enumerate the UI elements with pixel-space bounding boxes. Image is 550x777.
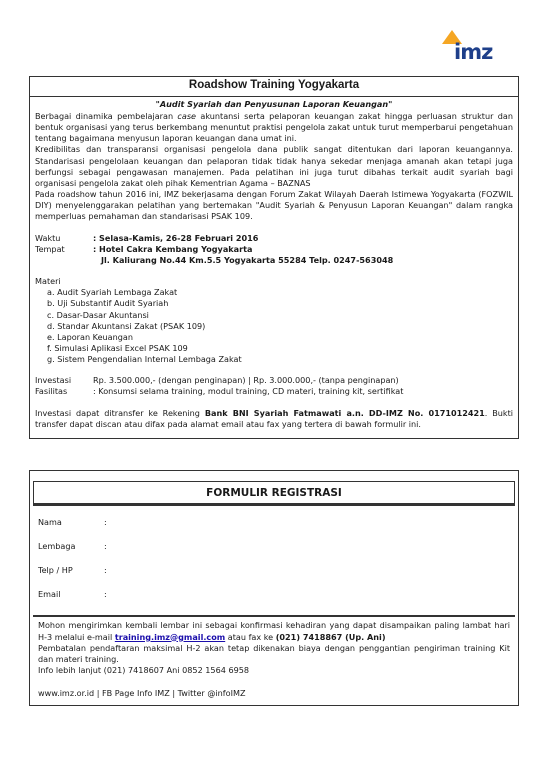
materi-item: g. Sistem Pengendalian Internal Lembaga Zakat: [47, 354, 242, 365]
fasilitas-row: [35, 386, 513, 397]
footer-links: www.imz.or.id | FB Page Info IMZ | Twitter @infoIMZ: [38, 688, 246, 699]
training-email-link[interactable]: training.imz@gmail.com: [114, 631, 226, 642]
imz-logo: [442, 30, 512, 64]
registration-form: [29, 470, 519, 706]
fasilitas-value: : Konsumsi selama training, modul training, CD materi, training kit, sertifikat: [93, 386, 404, 397]
materi-item: b. Uji Substantif Audit Syariah: [47, 298, 169, 309]
waktu-row: [35, 233, 513, 244]
tempat-row: [35, 244, 513, 255]
materi-item: e. Laporan Keuangan: [47, 331, 134, 342]
page-title: Roadshow Training Yogyakarta: [30, 77, 518, 97]
form-title: FORMULIR REGISTRASI: [33, 481, 515, 506]
email-label: Email: [38, 589, 61, 600]
email-field[interactable]: [38, 581, 510, 605]
logo-text: imz: [454, 40, 493, 64]
materi-item: f. Simulasi Aplikasi Excel PSAK 109: [47, 342, 188, 353]
intro-paragraph-1: Berbagai dinamika pembelajaran case akuntansi serta pelaporan keuangan zakat hingga perluasan struktur dan bentuk organisasi yang terus berkembang menuntut praktisi pengelola zakat untuk turut memperbarui pengetahuan tentang bagaimana menyusun laporan keuangan dana umat ini.: [35, 111, 513, 144]
investasi-value: Rp. 3.500.000,- (dengan penginapan) | Rp. 3.000.000,- (tanpa penginapan): [93, 375, 399, 386]
intro-paragraph-2: Kredibilitas dan transparansi organisasi pengelola dana publik sangat ditentukan dari laporan keuangannya. Standarisasi pengelolaan keuangan dan pelaporan tidak tidak hanya sekedar menjaga amanah akan tetapi juga berfungsi sebagai pengawasan manajemen. Pada pelatihan ini juga turut dibahas terkait audit syariah bagi organisasi pengelola zakat oleh pihak Kementrian Agama – BAZNAS: [35, 144, 513, 188]
nama-colon: :: [104, 517, 107, 528]
info-body: [30, 97, 518, 438]
form-notes: [30, 617, 518, 702]
materi-list: [35, 287, 513, 365]
investasi-row: [35, 375, 513, 386]
tempat-value: : Hotel Cakra Kembang Yogyakarta: [93, 243, 253, 254]
nama-label: Nama: [38, 517, 62, 528]
confirmation-note: Mohon mengirimkan kembali lembar ini sebagai konfirmasi kehadiran yang dapat disampaikan paling lambat hari H-3 melalui e-mail training.imz@gmail.com atau fax ke (021) 7418867 (Up. Ani): [38, 620, 510, 642]
nama-field[interactable]: [38, 509, 510, 533]
waktu-value: : Selasa-Kamis, 26-28 Februari 2016: [93, 232, 259, 243]
transfer-paragraph: Investasi dapat ditransfer ke Rekening Bank BNI Syariah Fatmawati a.n. DD-IMZ No. 0171012421. Bukti transfer dapat discan atau difax pada alamat email atau fax yang tertera di bawah formulir ini.: [35, 407, 514, 429]
intro-paragraph-3: Pada roadshow tahun 2016 ini, IMZ bekerjasama dengan Forum Zakat Wilayah Daerah Istimewa Yogyakarta (FOZWIL DIY) menyelenggarakan pelatihan yang bertemakan "Audit Syariah & Penyusun Laporan Keuangan" dalam rangka memperluas pemahaman dan standarisasi PSAK 109.: [35, 189, 513, 222]
fax-number: (021) 7418867 (Up. Ani): [275, 631, 386, 642]
page-subtitle: "Audit Syariah dan Penyusunan Laporan Keuangan": [155, 98, 393, 109]
materi-item: a. Audit Syariah Lembaga Zakat: [47, 287, 178, 298]
form-fields: [30, 506, 518, 608]
materi-item: c. Dasar-Dasar Akuntansi: [47, 309, 149, 320]
cancellation-note: Pembatalan pendaftaran maksimal H-2 akan tetap dikenakan biaya dengan penggantian pengiriman training Kit dan materi training.: [38, 642, 510, 664]
email-colon: :: [104, 589, 107, 600]
tempat-address-row: [35, 255, 513, 266]
telp-field[interactable]: [38, 557, 510, 581]
lembaga-label: Lembaga: [38, 541, 76, 552]
materi-item: d. Standar Akuntansi Zakat (PSAK 109): [47, 320, 206, 331]
telp-label: Telp / HP: [38, 565, 73, 576]
lembaga-field[interactable]: [38, 533, 510, 557]
waktu-label: Waktu: [35, 232, 61, 243]
contact-info: Info lebih lanjut (021) 7418607 Ani 0852 1564 6958: [38, 665, 250, 676]
materi-heading: Materi: [35, 276, 61, 287]
fasilitas-label: Fasilitas: [35, 386, 68, 397]
lembaga-colon: :: [104, 541, 107, 552]
telp-colon: :: [104, 565, 107, 576]
tempat-address: Jl. Kaliurang No.44 Km.5.5 Yogyakarta 55284 Telp. 0247-563048: [101, 254, 394, 265]
tempat-label: Tempat: [35, 243, 65, 254]
info-sheet: [29, 76, 519, 439]
investasi-label: Investasi: [35, 375, 72, 386]
